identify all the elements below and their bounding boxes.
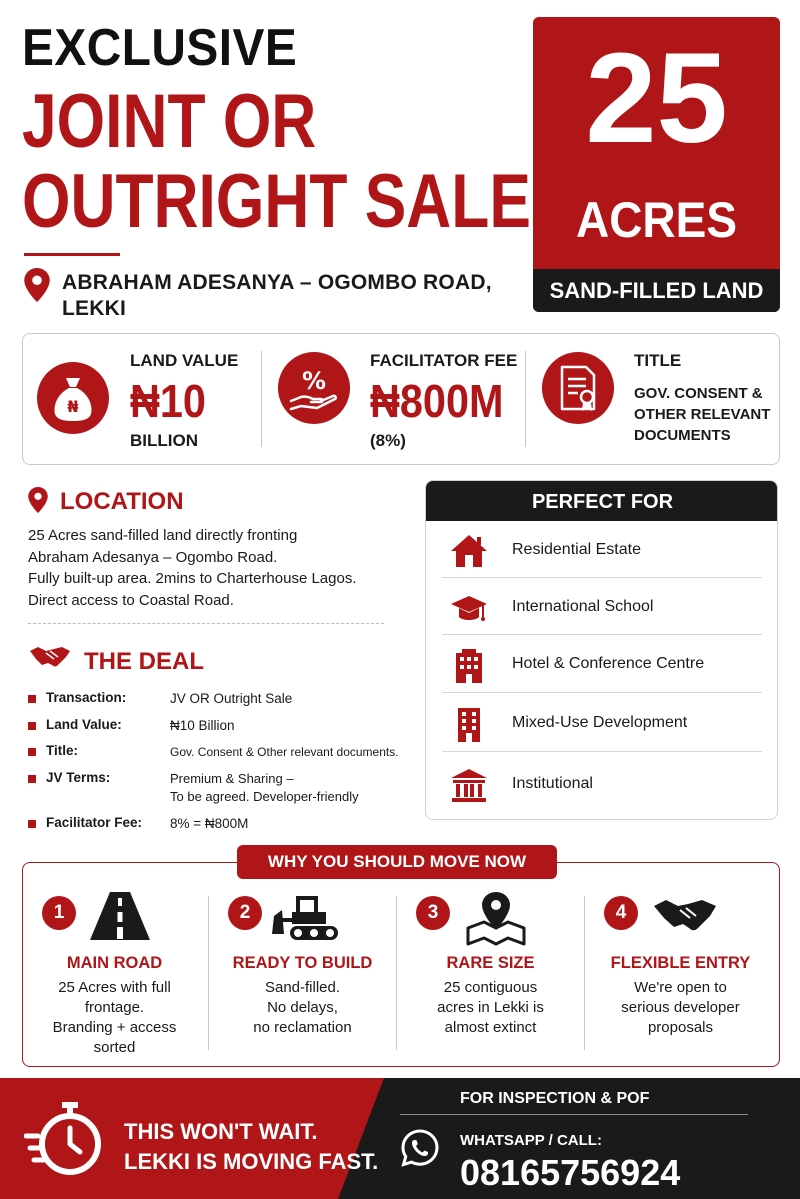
deal-key: Land Value: xyxy=(46,717,122,732)
why-item-title: FLEXIBLE ENTRY xyxy=(610,954,751,972)
perfect-for-label: Institutional xyxy=(512,775,593,792)
bullet xyxy=(28,695,36,703)
stat-fee-sub: (8%) xyxy=(370,431,406,450)
acres-band: SAND-FILLED LAND xyxy=(533,269,780,312)
location-title: LOCATION xyxy=(60,488,184,515)
why-divider xyxy=(584,896,585,1050)
stat-title-line-3: DOCUMENTS xyxy=(634,427,731,444)
why-number: 4 xyxy=(604,896,638,930)
why-text-line: 25 Acres with full xyxy=(58,979,171,996)
certificate-document-icon xyxy=(542,352,614,424)
deal-key: JV Terms: xyxy=(46,770,111,785)
acres-unit: ACRES xyxy=(575,192,738,248)
why-text-line: No delays, xyxy=(267,999,338,1016)
stat-land-value-value: ₦10 xyxy=(130,375,206,427)
why-divider xyxy=(396,896,397,1050)
why-title: WHY YOU SHOULD MOVE NOW xyxy=(237,845,557,879)
location-line: Abraham Adesanya – Ogombo Road. xyxy=(28,548,278,566)
whatsapp-icon xyxy=(400,1128,440,1168)
why-item-title: RARE SIZE xyxy=(446,954,535,972)
why-item-text xyxy=(398,978,583,1038)
bullet xyxy=(28,820,36,828)
location-pin-icon xyxy=(28,487,48,513)
money-bag-icon xyxy=(37,362,109,434)
why-item-text xyxy=(588,978,773,1038)
why-text-line: serious developer xyxy=(621,999,740,1016)
location-line: 25 Acres sand-filled land directly fronting xyxy=(28,527,298,544)
deal-key: Title: xyxy=(46,743,79,758)
deal-value: JV OR Outright Sale xyxy=(170,691,293,706)
footer-phone-number[interactable]: 08165756924 xyxy=(460,1152,681,1193)
deal-row xyxy=(28,690,418,710)
bullet xyxy=(28,775,36,783)
map-pin-icon xyxy=(464,890,528,946)
deal-title: THE DEAL xyxy=(84,648,204,675)
stat-fee-title: FACILITATOR FEE xyxy=(370,351,518,370)
bullet xyxy=(28,748,36,756)
location-line: Fully built-up area. 2mins to Charterhouse Lagos. xyxy=(28,570,357,587)
house-icon xyxy=(450,533,488,569)
svg-text:%: % xyxy=(301,367,327,395)
why-text-line: acres in Lekki is xyxy=(437,999,544,1016)
why-text-line: 25 contiguous xyxy=(443,979,538,996)
why-number: 2 xyxy=(228,896,262,930)
why-number: 3 xyxy=(416,896,450,930)
why-text-line: no reclamation xyxy=(253,1019,352,1036)
headline-rule xyxy=(24,253,120,256)
deal-value: 8% = ₦800M xyxy=(170,816,249,831)
deal-row xyxy=(28,770,418,808)
graduation-cap-icon xyxy=(450,590,488,626)
why-item xyxy=(398,880,583,1060)
stat-title-line-1: GOV. CONSENT & xyxy=(634,385,763,402)
stopwatch-icon xyxy=(24,1100,110,1180)
deal-key: Transaction: xyxy=(46,690,127,705)
why-text-line: Branding + access xyxy=(52,1019,177,1036)
perfect-for-label: International School xyxy=(512,598,654,615)
perfect-for-label: Hotel & Conference Centre xyxy=(512,655,705,672)
stat-title-line-2: OTHER RELEVANT xyxy=(634,406,771,423)
headline-joint-or: JOINT OR xyxy=(22,79,317,164)
perfect-for-item xyxy=(442,694,762,752)
percent-hand-icon xyxy=(278,352,350,424)
deal-key: Facilitator Fee: xyxy=(46,815,143,830)
stat-title-title: TITLE xyxy=(634,351,682,370)
address xyxy=(62,270,502,322)
deal-row xyxy=(28,815,418,835)
why-item-title: MAIN ROAD xyxy=(66,954,163,972)
deal-row xyxy=(28,743,418,763)
stat-divider xyxy=(525,351,526,447)
road-icon xyxy=(88,890,152,942)
handshake-icon xyxy=(28,643,72,673)
why-text-line: We're open to xyxy=(634,979,727,996)
why-divider xyxy=(208,896,209,1050)
headline-exclusive: EXCLUSIVE xyxy=(22,19,298,77)
perfect-for-item xyxy=(442,635,762,693)
footer-rule xyxy=(400,1114,748,1115)
why-number: 1 xyxy=(42,896,76,930)
perfect-for-label: Residential Estate xyxy=(512,541,641,558)
perfect-for-panel xyxy=(425,480,778,820)
why-item-text xyxy=(22,978,207,1058)
why-item xyxy=(22,880,207,1060)
bullet xyxy=(28,722,36,730)
section-divider xyxy=(28,623,384,624)
headline-outright-sale: OUTRIGHT SALE xyxy=(22,159,531,244)
location-pin-icon xyxy=(24,268,50,302)
stat-land-value-sub: BILLION xyxy=(130,431,198,450)
item-separator xyxy=(442,692,762,693)
deal-value xyxy=(170,770,420,806)
stat-title-detail xyxy=(634,383,774,446)
why-text-line: frontage. xyxy=(84,999,145,1016)
why-text-line: Sand-filled. xyxy=(264,979,341,996)
institution-columns-icon xyxy=(450,767,488,803)
perfect-for-title: PERFECT FOR xyxy=(426,481,778,521)
perfect-for-item xyxy=(442,521,762,579)
deal-value-line: Premium & Sharing – xyxy=(170,771,294,786)
why-text-line: sorted xyxy=(93,1039,136,1056)
why-item xyxy=(210,880,395,1060)
deal-row xyxy=(28,717,418,737)
address-line-2: LEKKI xyxy=(62,297,126,320)
perfect-for-item xyxy=(442,578,762,636)
footer-urgency-line-2: LEKKI IS MOVING FAST. xyxy=(124,1149,379,1174)
why-item-text xyxy=(210,978,395,1038)
perfect-for-item xyxy=(442,755,762,813)
address-line-1: ABRAHAM ADESANYA – OGOMBO ROAD, xyxy=(62,271,492,294)
acres-badge xyxy=(533,17,780,312)
stat-divider xyxy=(261,351,262,447)
why-text-line: almost extinct xyxy=(444,1019,537,1036)
deal-value: ₦10 Billion xyxy=(170,718,235,733)
bulldozer-icon xyxy=(270,890,342,944)
stat-land-value-title: LAND VALUE xyxy=(130,351,239,370)
acres-number: 25 xyxy=(585,27,728,170)
footer-contact-label: WHATSAPP / CALL: xyxy=(460,1132,602,1149)
stat-fee-value: ₦800M xyxy=(370,375,504,427)
why-text-line: proposals xyxy=(647,1019,714,1036)
item-separator xyxy=(442,751,762,752)
hotel-building-icon xyxy=(450,647,488,683)
footer-urgency-line-1: THIS WON'T WAIT. xyxy=(124,1119,318,1144)
location-line: Direct access to Coastal Road. xyxy=(28,591,234,609)
svg-text:₦: ₦ xyxy=(67,397,79,416)
perfect-for-label: Mixed-Use Development xyxy=(512,714,688,731)
footer-inspection-label: FOR INSPECTION & POF xyxy=(460,1090,650,1107)
deal-value: Gov. Consent & Other relevant documents. xyxy=(170,745,399,759)
why-item-title: READY TO BUILD xyxy=(232,954,373,972)
deal-value-line: To be agreed. Developer-friendly xyxy=(170,789,359,804)
location-description xyxy=(28,525,408,611)
handshake-icon xyxy=(652,896,718,940)
office-building-icon xyxy=(450,706,488,742)
why-item xyxy=(588,880,773,1060)
